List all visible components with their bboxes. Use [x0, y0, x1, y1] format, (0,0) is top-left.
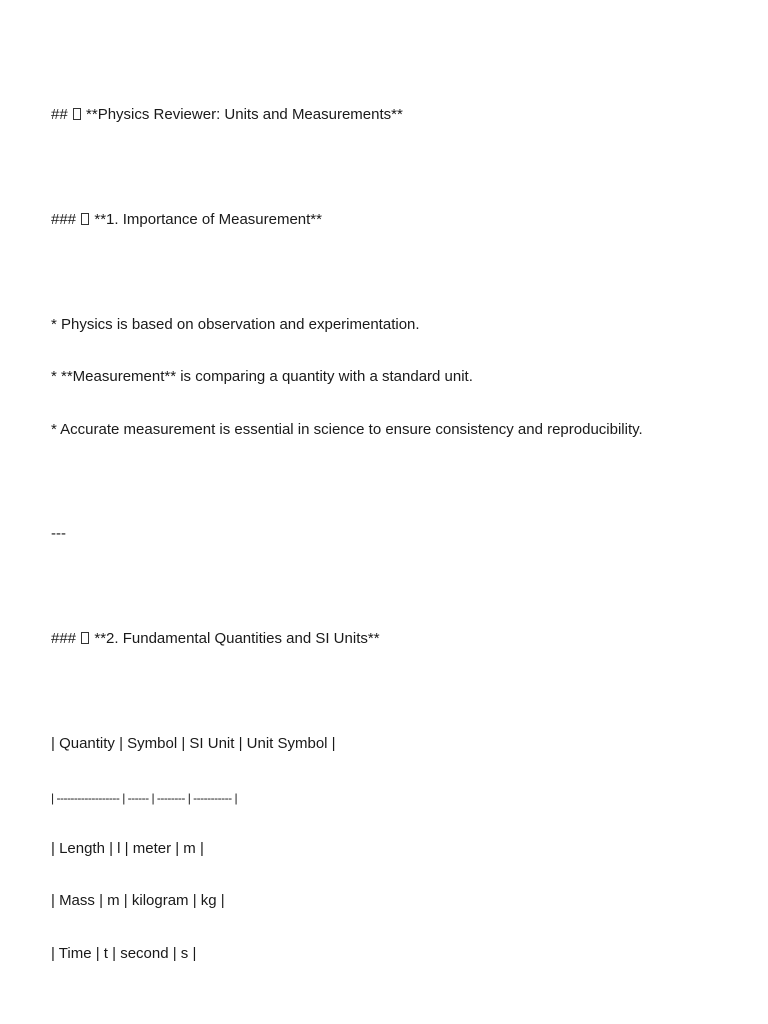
section2-heading: [51, 629, 380, 649]
table-separator-line: | ------------------ | ------ | -------- | ----------- |: [51, 791, 238, 805]
missing-glyph-icon: [81, 213, 89, 225]
bullet-item: * Accurate measurement is essential in science to ensure consistency and reproducibility.: [51, 421, 643, 438]
table-header-line: | Quantity | Symbol | SI Unit | Unit Symbol |: [51, 735, 336, 752]
table-row: | Time | t | second | s |: [51, 945, 197, 962]
section1-prefix: ###: [51, 211, 81, 228]
missing-glyph-icon: [73, 108, 81, 120]
section2-text: **2. Fundamental Quantities and SI Units**: [90, 630, 380, 647]
section1-heading: [51, 210, 322, 230]
title-prefix: ##: [51, 106, 72, 123]
table-row: | Mass | m | kilogram | kg |: [51, 892, 225, 909]
table-row: | Length | l | meter | m |: [51, 840, 204, 857]
title-text: **Physics Reviewer: Units and Measurements**: [81, 106, 403, 123]
missing-glyph-icon: [81, 632, 89, 644]
bullet-item: * Physics is based on observation and experimentation.: [51, 316, 420, 333]
section1-text: **1. Importance of Measurement**: [90, 211, 322, 228]
divider-text: ---: [51, 525, 66, 542]
document-title: [51, 105, 403, 125]
bullet-item: * **Measurement** is comparing a quantity with a standard unit.: [51, 368, 473, 385]
section2-prefix: ###: [51, 630, 81, 647]
